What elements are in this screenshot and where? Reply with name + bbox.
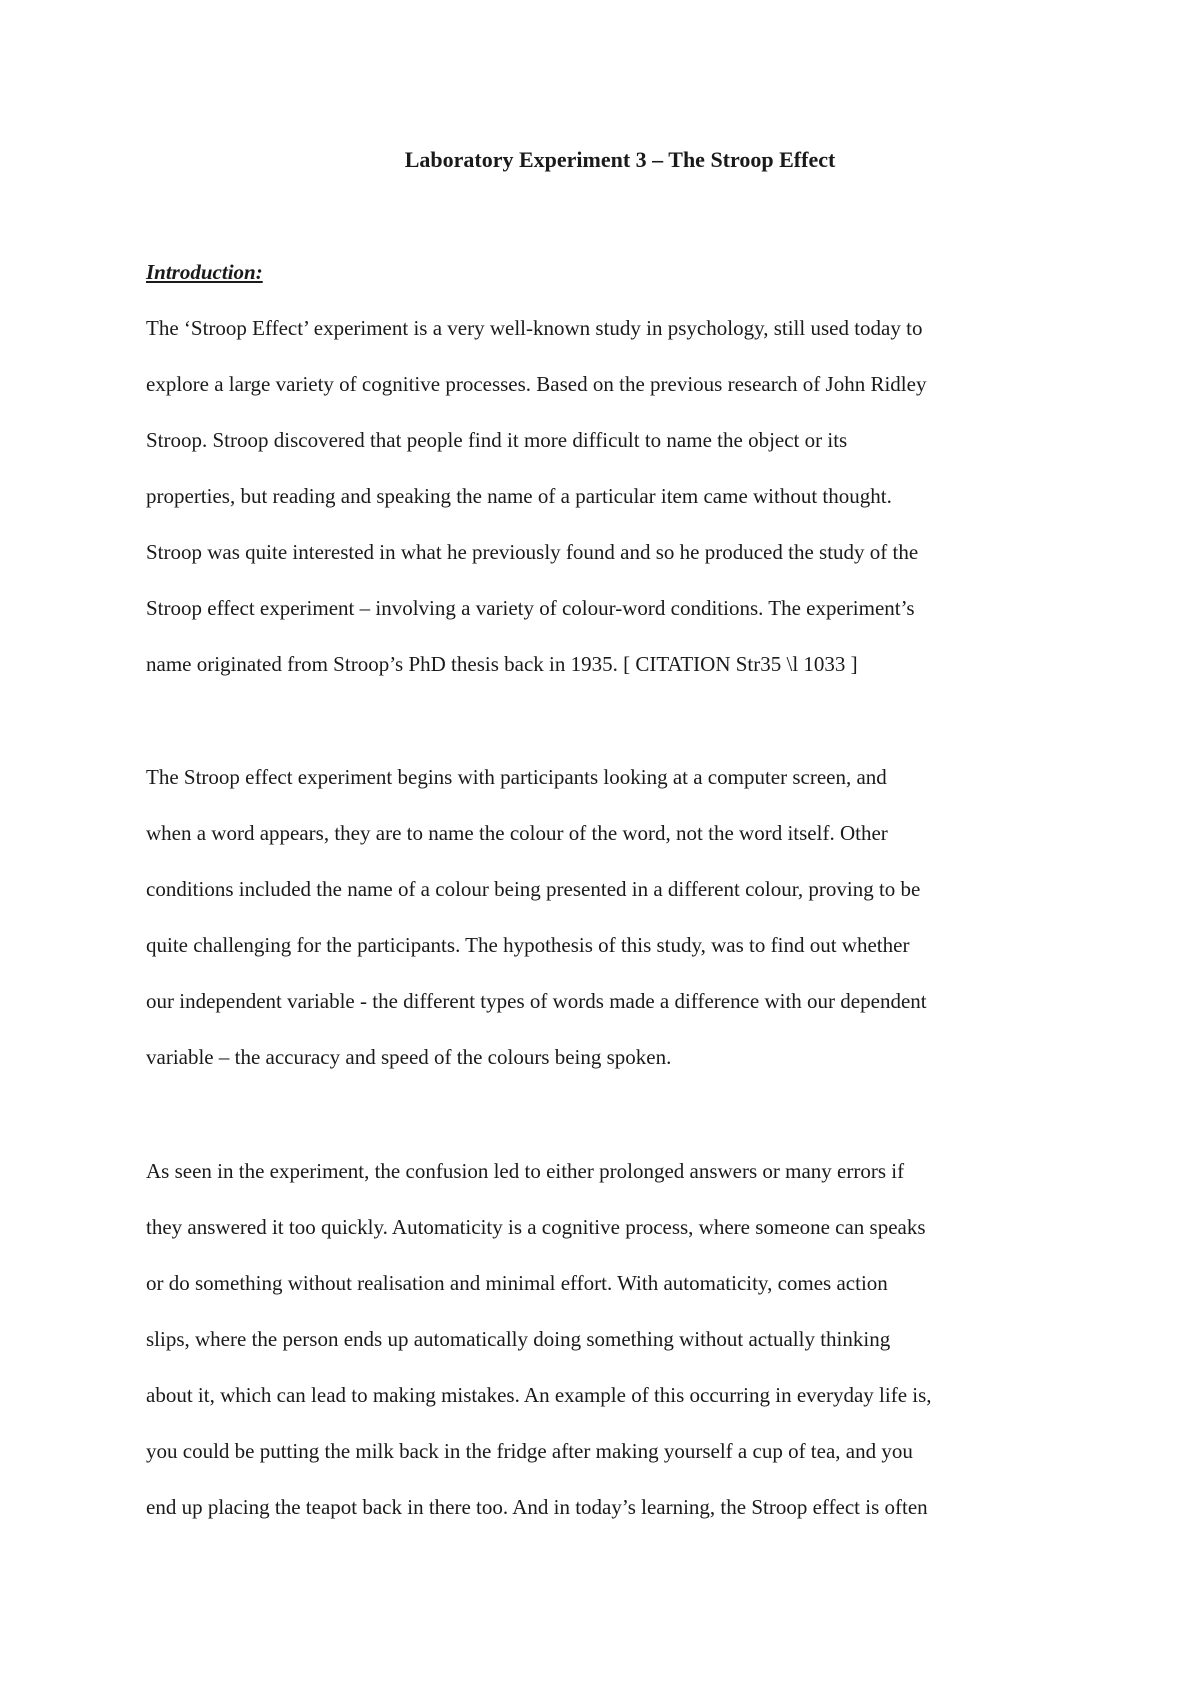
paragraph-line: about it, which can lead to making mistakes. An example of this occurring in everyday life is, (146, 1383, 932, 1407)
paragraph-line: our independent variable - the different types of words made a difference with our dependent (146, 989, 927, 1013)
paragraph-line: or do something without realisation and minimal effort. With automaticity, comes action (146, 1271, 888, 1295)
paragraph-1 (146, 300, 1076, 692)
paragraph-line: Stroop effect experiment – involving a variety of colour-word conditions. The experiment’s (146, 596, 915, 620)
paragraph-line: they answered it too quickly. Automaticity is a cognitive process, where someone can speaks (146, 1215, 926, 1239)
paragraph-line: As seen in the experiment, the confusion led to either prolonged answers or many errors if (146, 1159, 905, 1183)
paragraph-line: explore a large variety of cognitive processes. Based on the previous research of John Ridley (146, 372, 927, 396)
paragraph-line: when a word appears, they are to name the colour of the word, not the word itself. Other (146, 821, 888, 845)
paragraph-line: conditions included the name of a colour being presented in a different colour, proving to be (146, 877, 921, 901)
paragraph-line: variable – the accuracy and speed of the colours being spoken. (146, 1045, 672, 1069)
paragraph-line: Stroop was quite interested in what he previously found and so he produced the study of the (146, 540, 919, 564)
paragraph-line: you could be putting the milk back in the fridge after making yourself a cup of tea, and you (146, 1439, 913, 1463)
document-title: Laboratory Experiment 3 – The Stroop Effect (404, 147, 836, 172)
paragraph-line: Stroop. Stroop discovered that people find it more difficult to name the object or its (146, 428, 848, 452)
paragraph-line: The Stroop effect experiment begins with participants looking at a computer screen, and (146, 765, 887, 789)
section-heading-introduction: Introduction: (146, 260, 263, 284)
paragraph-line: quite challenging for the participants. The hypothesis of this study, was to find out whether (146, 933, 910, 957)
paragraph-line: The ‘Stroop Effect’ experiment is a very well-known study in psychology, still used today to (146, 316, 923, 340)
paragraph-3 (146, 1143, 1076, 1535)
paragraph-line: properties, but reading and speaking the name of a particular item came without thought. (146, 484, 892, 508)
paragraph-line: slips, where the person ends up automatically doing something without actually thinking (146, 1327, 891, 1351)
paragraph-line: end up placing the teapot back in there too. And in today’s learning, the Stroop effect is often (146, 1495, 928, 1519)
paragraph-line: name originated from Stroop’s PhD thesis back in 1935. [ CITATION Str35 \l 1033 ] (146, 652, 858, 676)
paragraph-2 (146, 749, 1076, 1085)
